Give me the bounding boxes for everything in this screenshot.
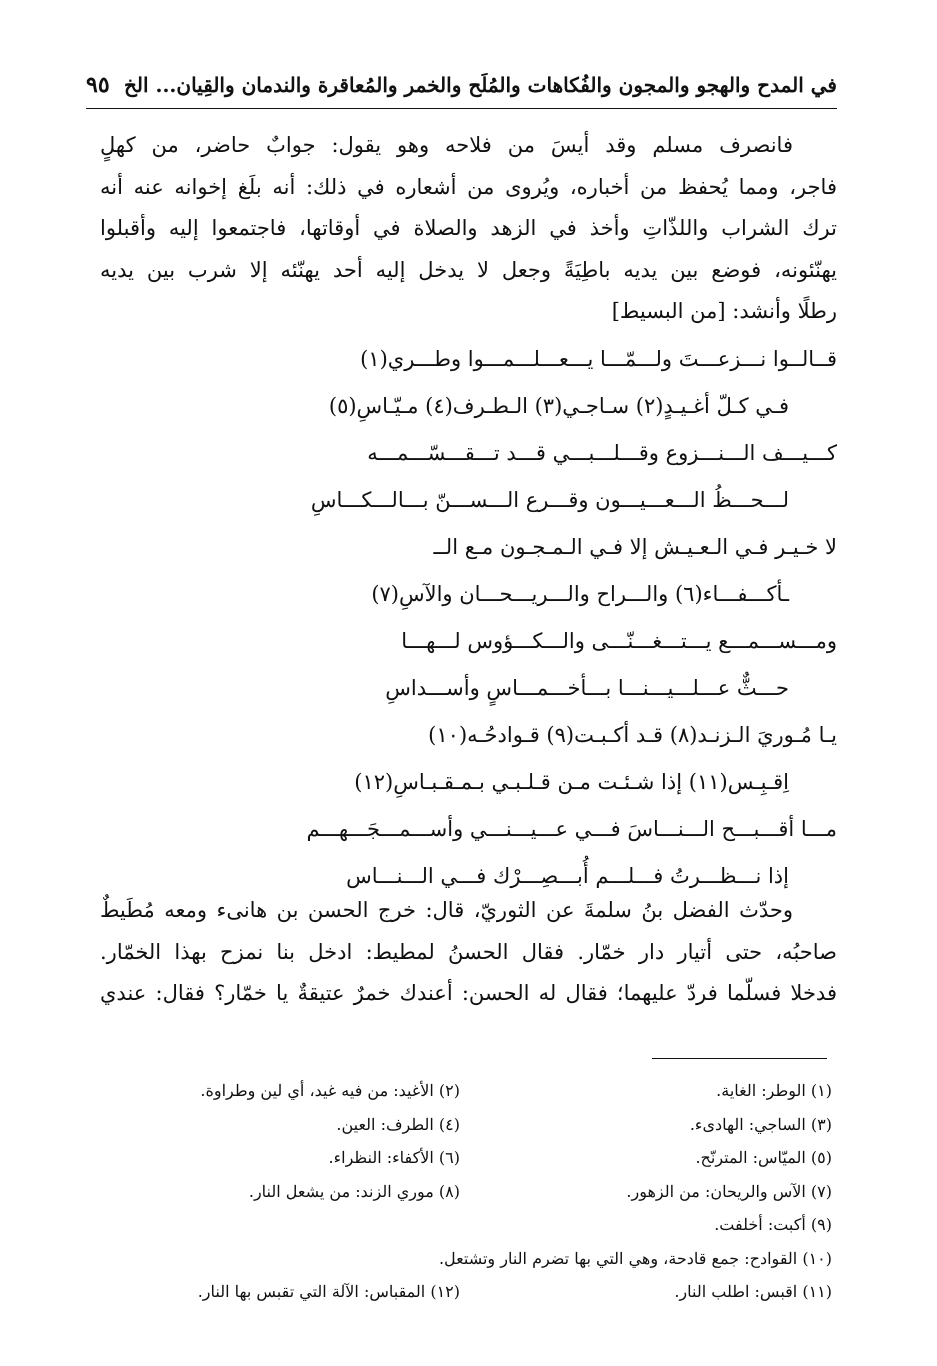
running-title: في المدح والهجو والمجون والفُكاهات والمُلَح والخمر والمُعاقرة والندمان والقِيان... الخ [123, 73, 837, 97]
footnote-row [140, 1141, 832, 1175]
footnote: (٤) الطرف: العين. [336, 1114, 460, 1134]
paragraph-2 [100, 890, 837, 1015]
footnote-row [140, 1275, 832, 1309]
footnote-row [140, 1175, 832, 1209]
page-number: ٩٥ [86, 72, 110, 98]
paragraph-line: رطلًا وأنشد: [من البسيط] [611, 299, 837, 323]
footnote: (٢) الأغيد: من فيه غيد، أي لين وطراوة. [200, 1081, 460, 1100]
footnote-row [140, 1108, 832, 1142]
footnote: (١١) اقبس: اطلب النار. [674, 1282, 832, 1301]
running-header [86, 66, 837, 104]
paragraph-line: وحدّث الفضل بنُ سلمةَ عن الثوريّ، قال: خرج الحسن بن هانىء ومعه مُطَيطٌ [100, 898, 793, 922]
verse-hemistich-2: فـي كـلّ أغـيـدٍ(٢) سـاجـي(٣) الـطـرف(٤) مـيّـاسِ(٥) [328, 394, 789, 418]
paragraph-line: ترك الشراب واللذّاتِ وأخذ في الزهد والصلاة في أوقاتها، فاجتمعوا إليه وأقبلوا [100, 216, 837, 240]
verse-hemistich-2: حـــثٌّ عـــلـــيـــنـــا بـــأخـــمـــاسٍ وأســـداسِ [385, 676, 789, 700]
footnote: (٧) الآس والريحان: من الزهور. [626, 1181, 832, 1201]
footnote: (٣) الساجي: الهادىء. [689, 1114, 832, 1134]
verse-hemistich-2: ـأكـــفـــاء(٦) والـــراح والـــريـــحـــان والآسِ(٧) [371, 582, 789, 606]
verse-hemistich-1: لا خـيـر فـي الـعـيـش إلا فـي الـمـجـون مـع الــ [433, 535, 837, 559]
verse-hemistich-1: يـا مُـوريَ الـزنـد(٨) قـد أكـبـت(٩) قـوادحُـه(١٠) [428, 723, 837, 747]
paragraph-line: يهنّئونه، فوضع بين يديه باطِيَةً وجعل لا يدخل إليه أحد يهنّئه إلا شرب بين يديه [100, 257, 837, 282]
paragraph-line: فدخلا فسلّما فردّ عليهما؛ فقال له الحسن: أعندك خمرٌ عتيقةٌ يا خمّار؟ فقال: عندي [100, 981, 837, 1005]
footnote: (٩) أكبت: أخلفت. [714, 1215, 832, 1234]
footnotes [140, 1074, 832, 1309]
verse-hemistich-1: قــالــوا نـــزعـــتَ ولـــمّـــا يـــعـــلـــمـــوا وطـــري(١) [360, 347, 837, 371]
footnote-row [140, 1208, 832, 1242]
paragraph-1 [100, 125, 837, 333]
footnote: (١٠) القوادح: جمع قادحة، وهي التي بها تضرم النار وتشتعل. [438, 1248, 832, 1268]
footnote: (٦) الأكفاء: النظراء. [328, 1148, 460, 1167]
footnote: (١) الوطر: الغاية. [716, 1081, 832, 1100]
poem [130, 336, 837, 900]
footnote: (١٢) المقباس: الآلة التي تقبس بها النار. [197, 1282, 460, 1301]
footnote: (٨) موري الزند: من يشعل النار. [248, 1181, 460, 1201]
verse-hemistich-2: اِقـبِـس(١١) إذا شـئـت مـن قـلـبـي بـمـقـبـاسِ(١٢) [354, 770, 789, 794]
footnote-row [140, 1242, 832, 1276]
paragraph-line: فانصرف مسلم وقد أيسَ من فلاحه وهو يقول: جوابٌ حاضر، من كهلٍ [100, 133, 793, 157]
paragraph-line: صاحبُه، حتى أتيار دار خمّار. فقال الحسنُ لمطيط: ادخل بنا نمزح بهذا الخمّار. [100, 939, 837, 964]
footnote-rule [652, 1058, 827, 1059]
footnote-row [140, 1074, 832, 1108]
verse-hemistich-1: كـــيـــف الـــنـــزوع وقـــلـــبـــي قـــد تـــقـــسّـــمـــه [367, 441, 837, 465]
verse-hemistich-1: ومـــســـمـــع يـــتـــغـــنّـــى والـــكـــؤوس لـــهـــا [401, 629, 837, 653]
verse-hemistich-1: مـــا أقـــبـــح الـــنـــاسَ فـــي عـــيـــنـــي وأســـمـــجَـــهـــم [306, 817, 837, 841]
verse-hemistich-2: إذا نـــظـــرتُ فـــلـــم أُبـــصِـــرْك فـــي الـــنـــاس [346, 864, 789, 888]
header-rule [86, 108, 837, 109]
paragraph-line: فاجر، ومما يُحفظ من أخباره، ويُروى من أشعاره في ذلك: أنه بلَغ إخوانه عنه أنه [100, 174, 837, 199]
verse-hemistich-2: لـــحـــظُ الـــعـــيـــون وقـــرع الـــســـنّ بـــالـــكـــاسِ [310, 488, 789, 512]
footnote: (٥) الميّاس: المترنّح. [695, 1148, 832, 1167]
